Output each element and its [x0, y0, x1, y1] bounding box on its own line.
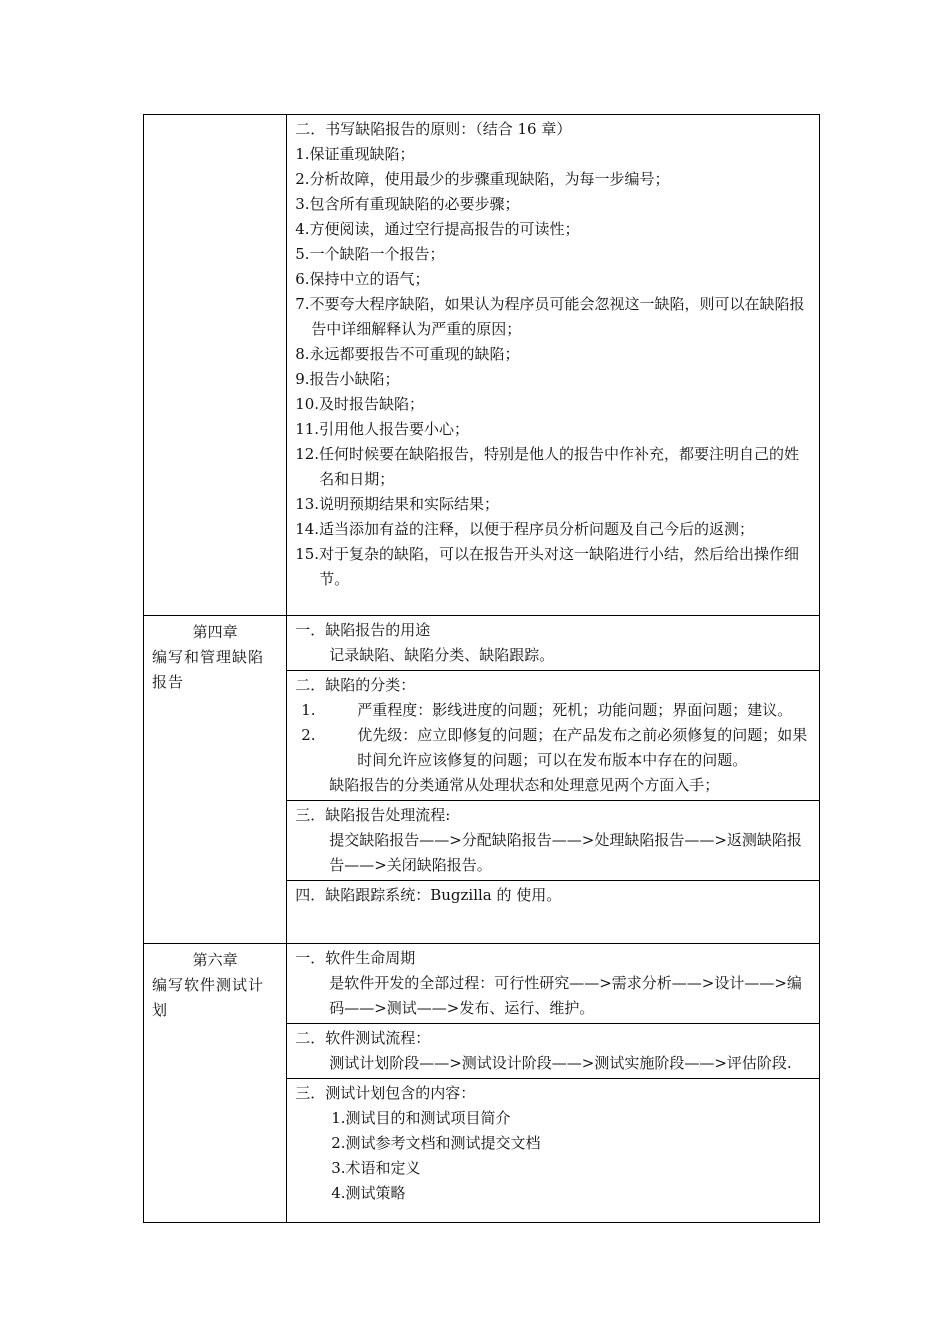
- section-body: 记录缺陷、缺陷分类、缺陷跟踪。: [329, 646, 555, 664]
- item-number: 2.: [301, 726, 316, 744]
- content-cell: [287, 115, 820, 616]
- chapter-cell-empty: [144, 115, 287, 616]
- list-item: 2.测试参考文档和测试提交文档: [331, 1134, 541, 1152]
- list-item: 14.适当添加有益的注释，以便于程序员分析问题及自己今后的返测；: [295, 520, 755, 538]
- list-item: 1.测试目的和测试项目简介: [331, 1109, 511, 1127]
- chapter-number: 第六章: [192, 951, 238, 969]
- section-test-process: [287, 1023, 819, 1078]
- table-row: [144, 115, 820, 616]
- list-item: 3.包含所有重现缺陷的必要步骤；: [295, 195, 520, 213]
- section-heading: 四．缺陷跟踪系统：Bugzilla 的 使用。: [295, 886, 562, 904]
- chapter-title: 编写和管理缺陷报告: [152, 648, 265, 691]
- list-item: 4.测试策略: [331, 1184, 406, 1202]
- content-cell: [287, 944, 820, 1223]
- list-item: 13.说明预期结果和实际结果；: [295, 495, 500, 513]
- section-heading: 二．软件测试流程：: [295, 1029, 431, 1047]
- section-body: 提交缺陷报告——>分配缺陷报告——>处理缺陷报告——>返测缺陷报告——>关闭缺陷报告。: [329, 831, 802, 874]
- section-defect-report-principles: [287, 115, 819, 614]
- notes-table: [143, 114, 820, 1223]
- list-item: 10.及时报告缺陷；: [295, 395, 425, 413]
- list-item: 11.引用他人报告要小心；: [295, 420, 470, 438]
- section-heading: 二．书写缺陷报告的原则：（结合 16 章）: [295, 120, 572, 138]
- chapter-cell: [144, 944, 287, 1223]
- section-lifecycle: [287, 944, 819, 1023]
- list-item: 7.不要夸大程序缺陷，如果认为程序员可能会忽视这一缺陷，则可以在缺陷报告中详细解释认为严重的原因；: [295, 295, 805, 338]
- list-item: [295, 698, 811, 723]
- item-text: 严重程度：影线进度的问题；死机；功能问题；界面问题；建议。: [357, 701, 793, 719]
- list-item: 2.分析故障，使用最少的步骤重现缺陷，为每一步编号；: [295, 170, 670, 188]
- list-item: 6.保持中立的语气；: [295, 270, 430, 288]
- table-row: [144, 944, 820, 1223]
- section-body: 是软件开发的全部过程：可行性研究——>需求分析——>设计——>编码——>测试——>发布、运行、维护。: [329, 974, 802, 1017]
- item-number: 1.: [301, 701, 316, 719]
- chapter-cell: [144, 616, 287, 944]
- list-item: [295, 723, 811, 773]
- list-item: 8.永远都要报告不可重现的缺陷；: [295, 345, 520, 363]
- list-item: 15.对于复杂的缺陷，可以在报告开头对这一缺陷进行小结，然后给出操作细节。: [295, 545, 800, 588]
- section-note: 缺陷报告的分类通常从处理状态和处理意见两个方面入手；: [329, 776, 720, 794]
- section-heading: 三．缺陷报告处理流程:: [295, 806, 451, 824]
- section-heading: 三．测试计划包含的内容：: [295, 1084, 476, 1102]
- chapter-number: 第四章: [192, 623, 238, 641]
- list-item: 3.术语和定义: [331, 1159, 421, 1177]
- section-tracking: [287, 880, 819, 910]
- content-cell: [287, 616, 820, 944]
- section-purpose: [287, 616, 819, 670]
- list-item: 4.方便阅读，通过空行提高报告的可读性；: [295, 220, 580, 238]
- item-text: 优先级：应立即修复的问题；在产品发布之前必须修复的问题；如果时间允许应该修复的问题；可以在发布版本中存在的问题。: [357, 726, 808, 769]
- list-item: 12.任何时候要在缺陷报告，特别是他人的报告中作补充，都要注明自己的姓名和日期；: [295, 445, 800, 488]
- list-item: 1.保证重现缺陷；: [295, 145, 415, 163]
- section-test-plan-contents: [287, 1078, 819, 1208]
- section-body: 测试计划阶段——>测试设计阶段——>测试实施阶段——>评估阶段.: [329, 1054, 792, 1072]
- section-heading: 一．软件生命周期: [295, 949, 416, 967]
- table-row: [144, 616, 820, 944]
- section-process: [287, 800, 819, 880]
- section-classification: [287, 670, 819, 800]
- section-heading: 二．缺陷的分类：: [295, 676, 416, 694]
- list-item: 5.一个缺陷一个报告；: [295, 245, 445, 263]
- list-item: 9.报告小缺陷；: [295, 370, 400, 388]
- chapter-title: 编写软件测试计划: [152, 976, 265, 1019]
- section-heading: 一．缺陷报告的用途: [295, 621, 431, 639]
